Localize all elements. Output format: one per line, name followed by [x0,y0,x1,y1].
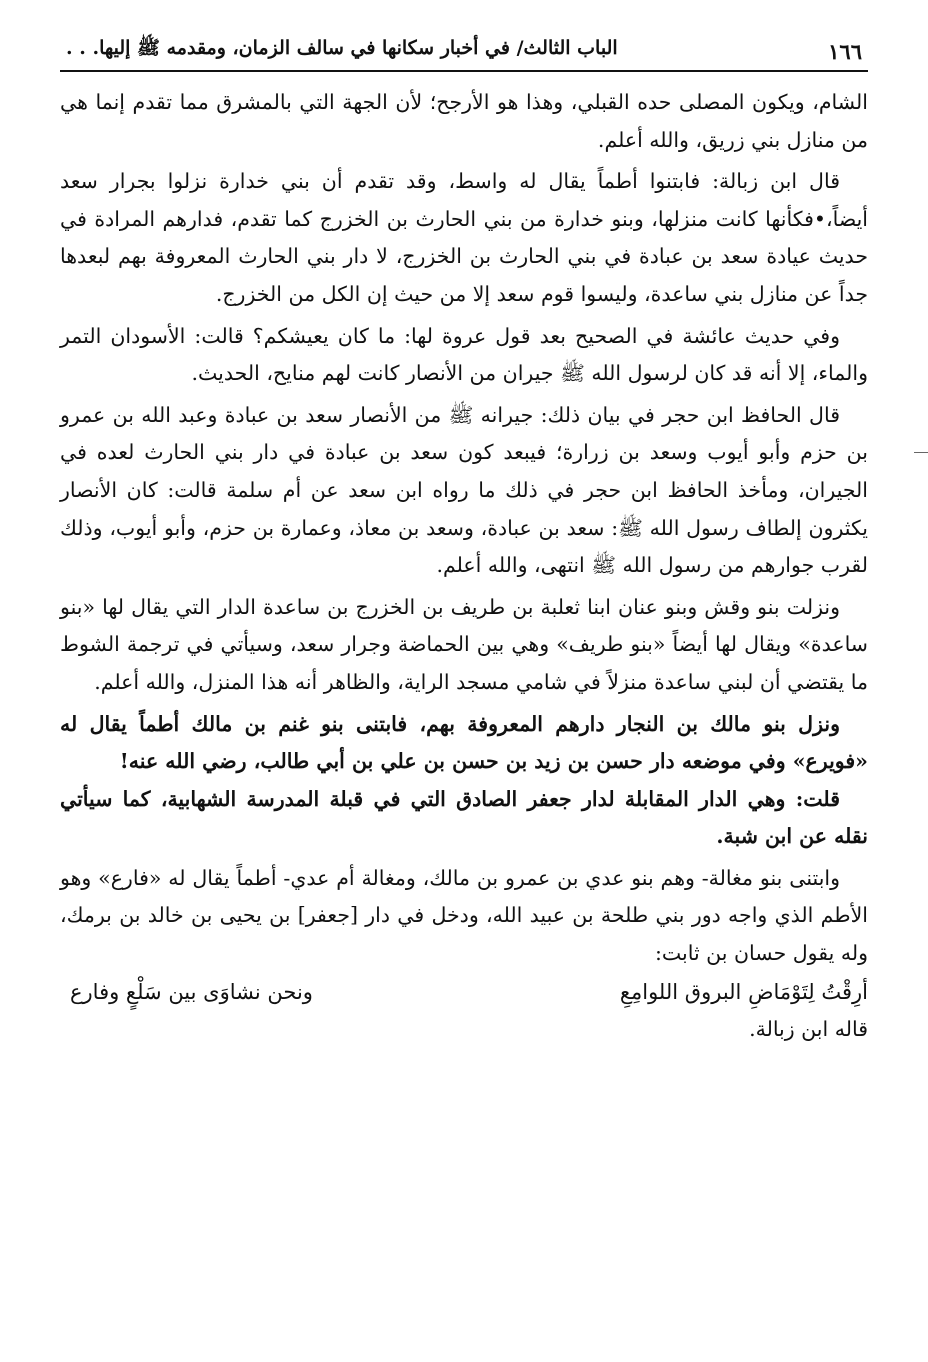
poetry-verse [60,973,868,1011]
verse-first-hemistich: أرِقْتُ لِتَوْمَاضِ البروق اللوامِعِ [619,979,868,1004]
page-body [60,84,868,1048]
page-number: ١٦٦ [828,39,862,64]
paragraph: وفي حديث عائشة في الصحيح بعد قول عروة لها: ما كان يعيشكم؟ قالت: الأسودان التمر والماء، إلا أنه قد كان لرسول الله ﷺ جيران من الأنصار كانت لهم منايح، الحديث. [60,323,868,386]
page-header [60,37,868,72]
paragraph: ونزل بنو مالك بن النجار دارهم المعروفة بهم، فابتنى بنو غنم بن مالك أطماً يقال له «فويرع» وفي موضعه دار حسن بن زيد بن حسن بن علي بن أبي طالب، رضي الله عنه! [60,711,868,774]
closing-line: قاله ابن زبالة. [749,1016,868,1041]
margin-mark [914,452,928,453]
paragraph: وابتنى بنو مغالة- وهم بنو عدي بن عمرو بن مالك، ومغالة أم عدي- أطماً يقال له «فارع» وهو الأطم الذي واجه دور بني طلحة بن عبيد الله، ودخل في دار [جعفر] بن يحيى بن خالد بن برمك، وله يقول حسان بن ثابت: [60,865,868,966]
running-title: الباب الثالث/ في أخبار سكانها في سالف الزمان، ومقدمه ﷺ إليها. . . [66,37,618,59]
paragraph: قلت: وهي الدار المقابلة لدار جعفر الصادق التي في قبلة المدرسة الشهابية، كما سيأتي نقله عن ابن شبة. [60,786,868,849]
paragraph: الشام، ويكون المصلى حده القبلي، وهذا هو الأرجح؛ لأن الجهة التي بالمشرق مما تقدم إنما هي من منازل بني زريق، والله أعلم. [60,90,868,152]
paragraph: قال ابن زبالة: فابتنوا أطماً يقال له واسط، وقد تقدم أن بني خدارة نزلوا بجرار سعد أيضاً،•فكأنها كانت منزلها، وبنو خدارة من بني الحارث بن الخزرج كما تقدم، فدارهم المرادة في حديث عيادة سعد بن عبادة في بني الحارث بن الخزرج، لا دار بني الحارث المعروفة بهم لبعدها جداً عن منازل بني ساعدة، وليسوا قوم سعد إلا من حيث إن الكل من الخزرج. [60,169,868,306]
document-page [60,37,868,1048]
verse-second-hemistich: ونحن نشاوَى بين سَلْعٍ وفارع [70,979,313,1004]
paragraph: قال الحافظ ابن حجر في بيان ذلك: جيرانه ﷺ من الأنصار سعد بن عبادة وعبد الله بن عمرو بن حزم وأبو أيوب وسعد بن زرارة؛ فيبعد كون سعد بن عبادة في دار بني الحارث لعده في الجيران، ومأخذ الحافظ ابن حجر في ذلك ما رواه ابن سعد عن أم سلمة قالت: كان الأنصار يكثرون إلطاف رسول الله ﷺ: سعد بن عبادة، وسعد بن معاذ، وعمارة بن حزم، وأبو أيوب، وذلك لقرب جوارهم من رسول الله ﷺ انتهى، والله أعلم. [60,402,868,578]
paragraph: ونزلت بنو وقش وبنو عنان ابنا ثعلبة بن طريف بن الخزرج بن ساعدة الدار التي يقال لها «بنو ساعدة» ويقال لها أيضاً «بنو طريف» وهي بين الحماضة وجرار سعد، وسيأتي في ترجمة الشوط ما يقتضي أن لبني ساعدة منزلاً في شامي مسجد الراية، والظاهر أنه هذا المنزل، والله أعلم. [60,594,868,694]
